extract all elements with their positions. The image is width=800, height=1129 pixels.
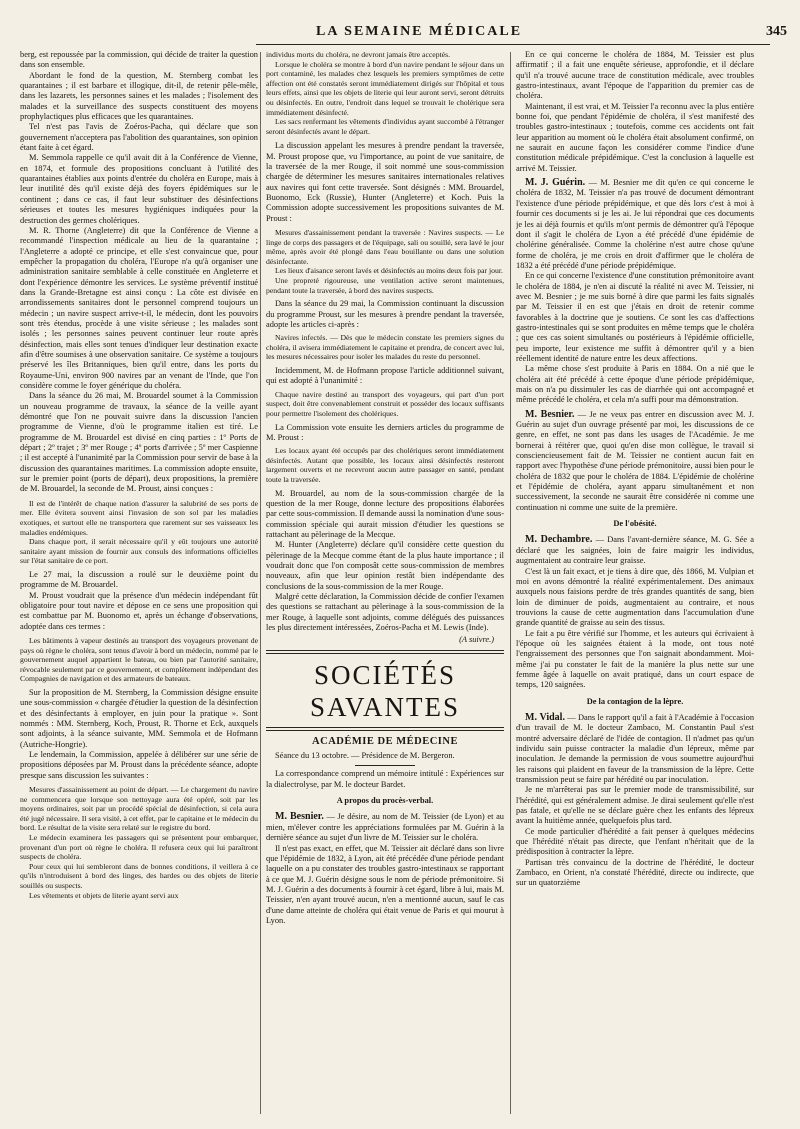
paragraph: C'est là un fait exact, et je tiens à dire que, dès 1866, M. Vulpian et moi en avons démontré la réalité expérimentalement. Des animaux auxquels nous faisions perdre de très grandes quantités de sang, bien loin de diminuer de poids, augmentaient au contraire, et nous trouvions la cause de cette augmentation dans l'accumulation d'une grande quantité de graisse au sein des tissus. <box>516 566 754 628</box>
quoted-proposition: Les sacs renfermant les vêtements d'individus ayant succombé à l'étranger seront désinfectés avant le départ. <box>266 117 504 136</box>
speaker-name: M. Besnier. <box>525 408 575 420</box>
quoted-proposition: Il est de l'intérêt de chaque nation d'assurer la salubrité de ses ports de mer. Elle évitera souvent ainsi l'invasion de son sol par les maladies exotiques, et surtout elle ne transportera que rarement sur ses vaisseaux les maladies endémiques. <box>20 498 258 537</box>
speaker-name: M. Besnier. <box>275 811 324 823</box>
column-divider <box>510 52 511 1114</box>
subheading: De l'obésité. <box>613 519 657 529</box>
paragraph: Je ne m'arrêterai pas sur le premier mode de transmissibilité, sur l'hérédité, qui est généralement admise. Je dirai seulement qu'elle n'est pas fatale, et qu'elle ne se déclare guère chez les enfants des lépreux avant la huitième année, quelquefois plus tard. <box>516 785 754 826</box>
paragraph: Le 27 mai, la discussion a roulé sur le deuxième point du programme de M. Brouardel. <box>20 569 258 590</box>
paragraph: M. Hunter (Angleterre) déclare qu'il considère cette question du pèlerinage de la Mecque comme étant de la plus haute importance ; il voudrait donc que l'on composât cette sous-commission de membres nouveaux, afin que leur opinion restât bien indépendante des conclusions de la sous-commission de la mer Rouge. <box>266 540 504 591</box>
column-3 <box>516 50 754 1115</box>
quoted-proposition: Les bâtiments à vapeur destinés au transport des voyageurs provenant de pays où règne le choléra, sont tenus d'avoir à bord un médecin, nommé par le gouvernement auquel appartient le bateau, ou bien par l'autorité sanitaire, révocable seulement par ce gouvernement, et complètement indépendant des Compagnies de navigation et des armateurs de bateaux. <box>20 636 258 684</box>
quoted-proposition: Mesures d'assainissement au point de départ. — Le chargement du navire ne commencera que lorsque son nettoyage aura été opéré, soit par les moyens ordinaires, soit par un procédé spécial de désinfection, si cela aura été jugé nécessaire. Il sera visité, à cet effet, par le capitaine et le médecin du bord. Le résultat de la visite sera relaté sur le registre du bord. <box>20 785 258 833</box>
quoted-proposition: Lorsque le choléra se montre à bord d'un navire pendant le séjour dans un port contaminé, les malades chez lesquels les premiers symptômes de cette affection ont été constatés seront immédiatement dirigés sur l'hôpital et tous leurs effets, ainsi que les objets de literie qui leur auront servi, seront détruits ou désinfectés. En outre, l'endroit dans lequel se trouvait le cholérique sera immédiatement désinfecté. <box>266 59 504 117</box>
quoted-proposition: Le médecin examinera les passagers qui se présentent pour embarquer, provenant d'un port où règne le choléra. Il refusera ceux qui lui paraîtront suspects de choléra. <box>20 833 258 862</box>
paragraph: Sur la proposition de M. Sternberg, la Commission désigne ensuite une sous-commission « chargée d'étudier la question de la désinfection et des désinfectants à employer, en juin pour la pratique ». Sont nommés : MM. Sternberg, Koch, Proust, R. Thorne et Eck, auxquels sont adjoints, à la séance suivante, MM. Semmola et de Hofmann (Autriche-Hongrie). <box>20 687 258 749</box>
paragraph: Abordant le fond de la question, M. Sternberg combat les quarantaines ; il est barbare et illogique, dit-il, de retenir pêle-mêle, dans les lazarets, les personnes saines et les malades ; l'isolement des malades et la surveillance des suspects constituent des moyens prophylactiques plus efficaces que les quarantaines. <box>20 70 258 122</box>
speech <box>266 812 504 843</box>
paragraph: M. Semmola rappelle ce qu'il avait dit à la Conférence de Vienne, en 1874, et formule des propositions concluant à l'utilité des quarantaines établies aux points d'entrée du choléra en Europe, mais à leur inutilité dès qu'il existe déjà des foyers épidémiques sur le continent ; dans ce cas, il faut leur substituer des désinfections sérieuses et toutes les mesures hygiéniques indiquées pour la destruction des germes cholériques. <box>20 153 258 225</box>
section-rule <box>266 727 504 731</box>
speech-text: — M. Besnier me dit qu'en ce qui concerne le choléra de 1832, M. Teissier n'a pas trouvé de document démontrant l'existence d'une période prépidémique, et que dès lors c'est à moi à fournir ces documents si je les ai. Je lui répondrai que ces documents je les ai déjà fournis et qu'ils m'ont permis de démontrer qu'à l'époque dont il s'agit le choléra de Lyon a été précédé d'une épidémie de cholérine généralisée. Comme la cholérine n'est autre chose qu'une forme de choléra, je me crois en droit d'affirmer que le choléra de 1832 a été précédé d'une période prépidémique. <box>516 178 754 270</box>
paragraph: Incidemment, M. de Hofmann propose l'article additionnel suivant, qui est adopté à l'unanimité : <box>266 366 504 386</box>
quoted-proposition: Les lieux d'aisance seront lavés et désinfectés au moins deux fois par jour. <box>275 266 503 276</box>
paragraph: berg, est repoussée par la commission, qui décide de traiter la question dans son ensemble. <box>20 50 258 70</box>
to-be-continued: (A suivre.) <box>459 635 494 645</box>
quoted-proposition: Les vêtements et objets de literie ayant servi aux <box>29 890 179 900</box>
correspondence: La correspondance comprend un mémoire intitulé : Expériences sur la dialectrolyse, par M. le docteur Bardet. <box>266 769 504 789</box>
quoted-proposition: individus morts du choléra, ne devront jamais être acceptés. <box>266 50 451 59</box>
speech-text: — Je désire, au nom de M. Teissier (de Lyon) et au mien, m'élever contre les appréciations formulées par M. Guérin à la dernière séance au sujet d'un livre de M. Teissier sur le choléra. <box>266 812 504 843</box>
paragraph: La Commission vote ensuite les derniers articles du programme de M. Proust : <box>266 422 504 442</box>
header-rule <box>256 44 770 45</box>
speech <box>516 410 754 513</box>
paragraph: En ce qui concerne l'existence d'une constitution prémonitoire avant le choléra de 1884, je n'en ai discuté la réalité ni avec M. Teissier, ni avec M. Besnier ; je me suis borné à dire que parmi les faits signalés par M. Teissier il en est que j'étais en droit de retenir comme favorables à la doctrine que je soutiens. Ce sont les cas d'affections gastro-intestinales qui se sont produites en même temps que le choléra ; que ces cas soient simultanés ou postérieurs à l'épidémie officielle, peu importe, leur existence me suffit à démontrer qu'il y a bien réellement identité de nature entre les deux affections. <box>516 271 754 363</box>
quoted-proposition: Une propreté rigoureuse, une ventilation active seront maintenues, pendant toute la traversée, à bord des navires suspects. <box>266 276 504 295</box>
subheading: De la contagion de la lèpre. <box>586 696 684 706</box>
paragraph: Tel n'est pas l'avis de Zoéros-Pacha, qui déclare que son gouvernement n'acceptera pas l'abolition des quarantaines, son opinion étant faite à cet égard. <box>20 122 258 153</box>
quoted-proposition: Pour ceux qui lui sembleront dans de bonnes conditions, il veillera à ce qu'ils n'introduisent à bord des linges, des hardes ou des objets de literie souillés ou suspects. <box>20 861 258 890</box>
quoted-proposition: Les locaux ayant été occupés par des cholériques seront immédiatement désinfectés. Autant que possible, les locaux ainsi désinfectés resteront largement ouverts et ne recevront aucun autre passager en santé, pendant toute la traversée. <box>266 446 504 484</box>
paragraph: Dans la séance du 26 mai, M. Brouardel soumet à la Commission un nouveau programme de travaux, la séance de la veille ayant démontré que l'on ne pouvait suivre dans la discussion l'ancien programme de Vienne, d'où le programme italien est tiré. Le programme de M. Brouardel est divisé en cinq parties : 1º Ports de départ ; 2º trajet ; 3º mer Rouge ; 4º ports d'arrivée ; 5º mer Caspienne ; il est accepté à l'unanimité par la Commission pour servir de base à la discussion des quarantaines maritimes. La commission adopte ensuite, sur le premier point (ports de départ), deux propositions, la première de M. Brouardel, la seconde de M. Proust, ainsi conçues : <box>20 391 258 494</box>
paragraph: M. R. Thorne (Angleterre) dit que la Conférence de Vienne a recommandé l'inspection médicale au lieu de la quarantaine ; l'Angleterre a adopté ce principe, et elle s'est convaincue que, pour empêcher la propagation du choléra, l'Europe n'a qu'à organiser une administration sanitaire semblable à celle constituée en Angleterre et dont l'expérience démontre les services. Le système préventif institué dans la Grande-Bretagne est ainsi conçu : La côte est divisée en arrondissements sanitaires dont le personnel comprend toujours un médecin ; un navire suspect arrive-t-il, le médecin, dont les pouvoirs sont très étendus, procède à une visite sérieuse ; les malades sont isolés ; les personnes saines peuvent continuer leur route après désinfection, mais elles sont tenues d'indiquer leur destination exacte afin d'être soumises à une observation sanitaire. Ce système a toujours préservé les îles Britanniques, bien qu'il entre, dans les ports du Royaume-Uni, environ 900 navires par an venant de l'Inde, que l'on considère comme le foyer générique du choléra. <box>20 225 258 390</box>
speech <box>516 535 754 566</box>
paragraph: Le fait a pu être vérifié sur l'homme, et les auteurs qui écrivaient à l'époque où les saignées étaient à la mode, ont tous noté l'engraissement des personnes que l'on saignait abondamment. Moi-même j'ai pu constater le fait de la manière la plus nette sur une femme âgée à laquelle on avait pratiqué, dans un court espace de temps, 120 saignées. <box>516 628 754 690</box>
paragraph: Dans la séance du 29 mai, la Commission continuant la discussion du programme Proust, sur les mesures à prendre pendant la traversée, adopte les articles ci-après : <box>266 299 504 329</box>
speaker-name: M. Dechambre. <box>525 534 593 546</box>
quoted-proposition: Chaque navire destiné au transport des voyageurs, qui part d'un port suspect, doit être convenablement construit et posséder des locaux suffisants pour permettre l'isolement des cholériques. <box>266 389 504 418</box>
academy-heading: ACADÉMIE DE MÉDECINE <box>312 735 458 747</box>
subheading: A propos du procès-verbal. <box>336 796 434 806</box>
column-divider <box>260 52 261 1114</box>
journal-title: LA SEMAINE MÉDICALE <box>316 24 523 39</box>
speech <box>516 713 754 785</box>
quoted-proposition: Dans chaque port, il serait nécessaire qu'il y eût toujours une autorité sanitaire ayant mission de fournir aux consuls des informations officielles sur l'état sanitaire de ce port. <box>20 537 258 566</box>
quoted-proposition: Mesures d'assainissement pendant la traversée : Navires suspects. — Le linge de corps des passagers et de l'équipage, sali ou souillé, sera lavé le jour même, après avoir été plongé dans l'eau bouillante ou dans une solution désinfectante. <box>266 228 504 266</box>
paragraph: La discussion appelant les mesures à prendre pendant la traversée, M. Proust propose que, vu l'importance, au point de vue sanitaire, de la traversée de la mer Rouge, il soit nommé une sous-commission chargée de déterminer les mesures sanitaires internationales relatives aux navires qui font cette traversée. Sont désignés : MM. Brouardel, Buonomo, Eck (Russie), Hunter (Angleterre) et Koch. Puis la Commission adopte successivement les propositions suivantes de M. Proust : <box>266 141 504 223</box>
paragraph: En ce qui concerne le choléra de 1884, M. Teissier est plus affirmatif ; il a fait une enquête sérieuse, approfondie, et il déclare qu'il n'a trouvé aucune trace de constitution médicale, avec troubles gastro-intestinaux, avant l'époque de l'apparition du premier cas de choléra. <box>516 50 754 101</box>
speech <box>516 178 754 271</box>
paragraph: Partisan très convaincu de la doctrine de l'hérédité, le docteur Zambaco, en Orient, n'a constaté l'hérédité, directe ou indirecte, que sur un quatorzième <box>516 857 754 888</box>
speaker-name: M. Vidal. <box>525 711 565 723</box>
quoted-proposition: Navires infectés. — Dès que le médecin constate les premiers signes du choléra, il avisera immédiatement le capitaine et prendra, de concert avec lui, les mesures nécessaires pour isoler les malades du reste du personnel. <box>266 333 504 362</box>
paragraph: M. Proust voudrait que la présence d'un médecin indépendant fût obligatoire pour tout navire et dépose en ce sens une proposition qui est combattue par M. Buonomo et, après un échange d'observations, adoptée dans ces termes : <box>20 590 258 631</box>
speech-text: — Dans le rapport qu'il a fait à l'Académie à l'occasion d'un travail de M. le docteur Zambaco, M. Constantin Paul s'est montré adversaire déclaré de l'idée de contagion. Il n'admet pas qu'un individu sain puisse contracter la maladie d'un lépreux, même par inoculation. Je demande la permission de vous soumettre aujourd'hui les raisons qui plaident en faveur de la transmission de la lèpre. Cette transmission peut se faire par hérédité ou par inoculation. <box>516 712 754 785</box>
paragraph: Ce mode particulier d'hérédité a fait penser à quelques médecins que l'hérédité n'était pas directe, que l'enfant n'héritait que de la prédisposition à contracter la lèpre. <box>516 826 754 857</box>
column-1 <box>20 50 258 1115</box>
paragraph: La même chose s'est produite à Paris en 1884. On a nié que le choléra ait été précédé à cette époque d'une période prépidémique, mais on n'a pu dissimuler les cas de diarrhée qui ont accompagné et même précédé le choléra, et cela m'a suffi pour ma démonstration. <box>516 364 754 405</box>
column-2 <box>266 50 504 1115</box>
paragraph: Le lendemain, la Commission, appelée à délibérer sur une série de propositions déposées par M. Proust dans la précédente séance, adopte presque sans discussion les suivantes : <box>20 750 258 780</box>
session-line: Séance du 13 octobre. — Présidence de M. Bergeron. <box>275 751 455 761</box>
page-header <box>256 22 800 42</box>
paragraph: M. Brouardel, au nom de la sous-commission chargée de la question de la mer Rouge, donne lecture des propositions élaborées par cette sous-commission. Il demande aussi la nomination d'une sous-commission spéciale qui aurait mission d'étudier les questions se rattachant au pèlerinage de la Mecque. <box>266 488 504 539</box>
speech-text: — Dans l'avant-dernière séance, M. G. Sée a déclaré que les saignées, loin de faire maigrir les individus, augmentaient au contraire leur graisse. <box>516 535 754 566</box>
section-rule <box>266 650 504 654</box>
paragraph: Malgré cette déclaration, la Commission décide de confier l'examen des questions se rattachant au pèlerinage à la sous-commission de la mer Rouge, à laquelle sont adjoints, comme délégués des puissances les plus directement intéressées, Zoéros-Pacha et M. Lewis (Inde). <box>266 592 504 633</box>
divider <box>355 765 415 766</box>
section-title: SOCIÉTÉS SAVANTES <box>309 659 461 722</box>
speech-text: — Je ne veux pas entrer en discussion avec M. J. Guérin au sujet d'un ouvrage présenté par moi, les discussions de ce genre, en effet, ne sont pas dans les usages de l'Académie. Je me bornerai à réitérer que, quoi qu'en dise mon collègue, le travail si consciencieusement fait de M. Teissier ne contient aucun fait en rapport avec l'hypothèse d'une période prémonitoire, aussi bien pour le choléra de 1832 que pour le choléra de 1884. L'épidémie de cholérine et l'épidémie de choléra, ayant apparu simultanément et non successivement, la seconde ne saurait être considérée ni comme une continuation ni comme une suite de la première. <box>516 409 754 512</box>
paragraph: Maintenant, il est vrai, et M. Teissier l'a reconnu avec la plus entière bonne foi, que pendant l'épidémie de choléra, il s'est manifesté des troubles gastro-intestinaux ; toutefois, comme ces accidents ont fait leur apparition au moment où le choléra était absolument confirmé, on ne saurait en aucune façon les considérer comme l'indice d'une constitution médicale prépidémique. C'est la conclusion à laquelle est arrivé M. Teissier. <box>516 101 754 173</box>
page-number: 345 <box>766 24 787 39</box>
paragraph: Il n'est pas exact, en effet, que M. Teissier ait déclaré dans son livre que l'épidémie de 1832, à Lyon, ait été précédée d'une période pendant laquelle on a pu constater des troubles gastro-intestinaux se rapportant à ce que M. J. Guérin désigne sous le nom de période prémonitoire. Si M. J. Guérin a des documents à fournir à cet égard, libre à lui, mais M. Teissier, n'en ayant trouvé aucun, n'en a mentionné aucun, sauf le cas d'une dame atteinte de choléra qui était venue de Paris et qui mourut à Lyon. <box>266 843 504 925</box>
speaker-name: M. J. Guérin. <box>525 177 586 189</box>
